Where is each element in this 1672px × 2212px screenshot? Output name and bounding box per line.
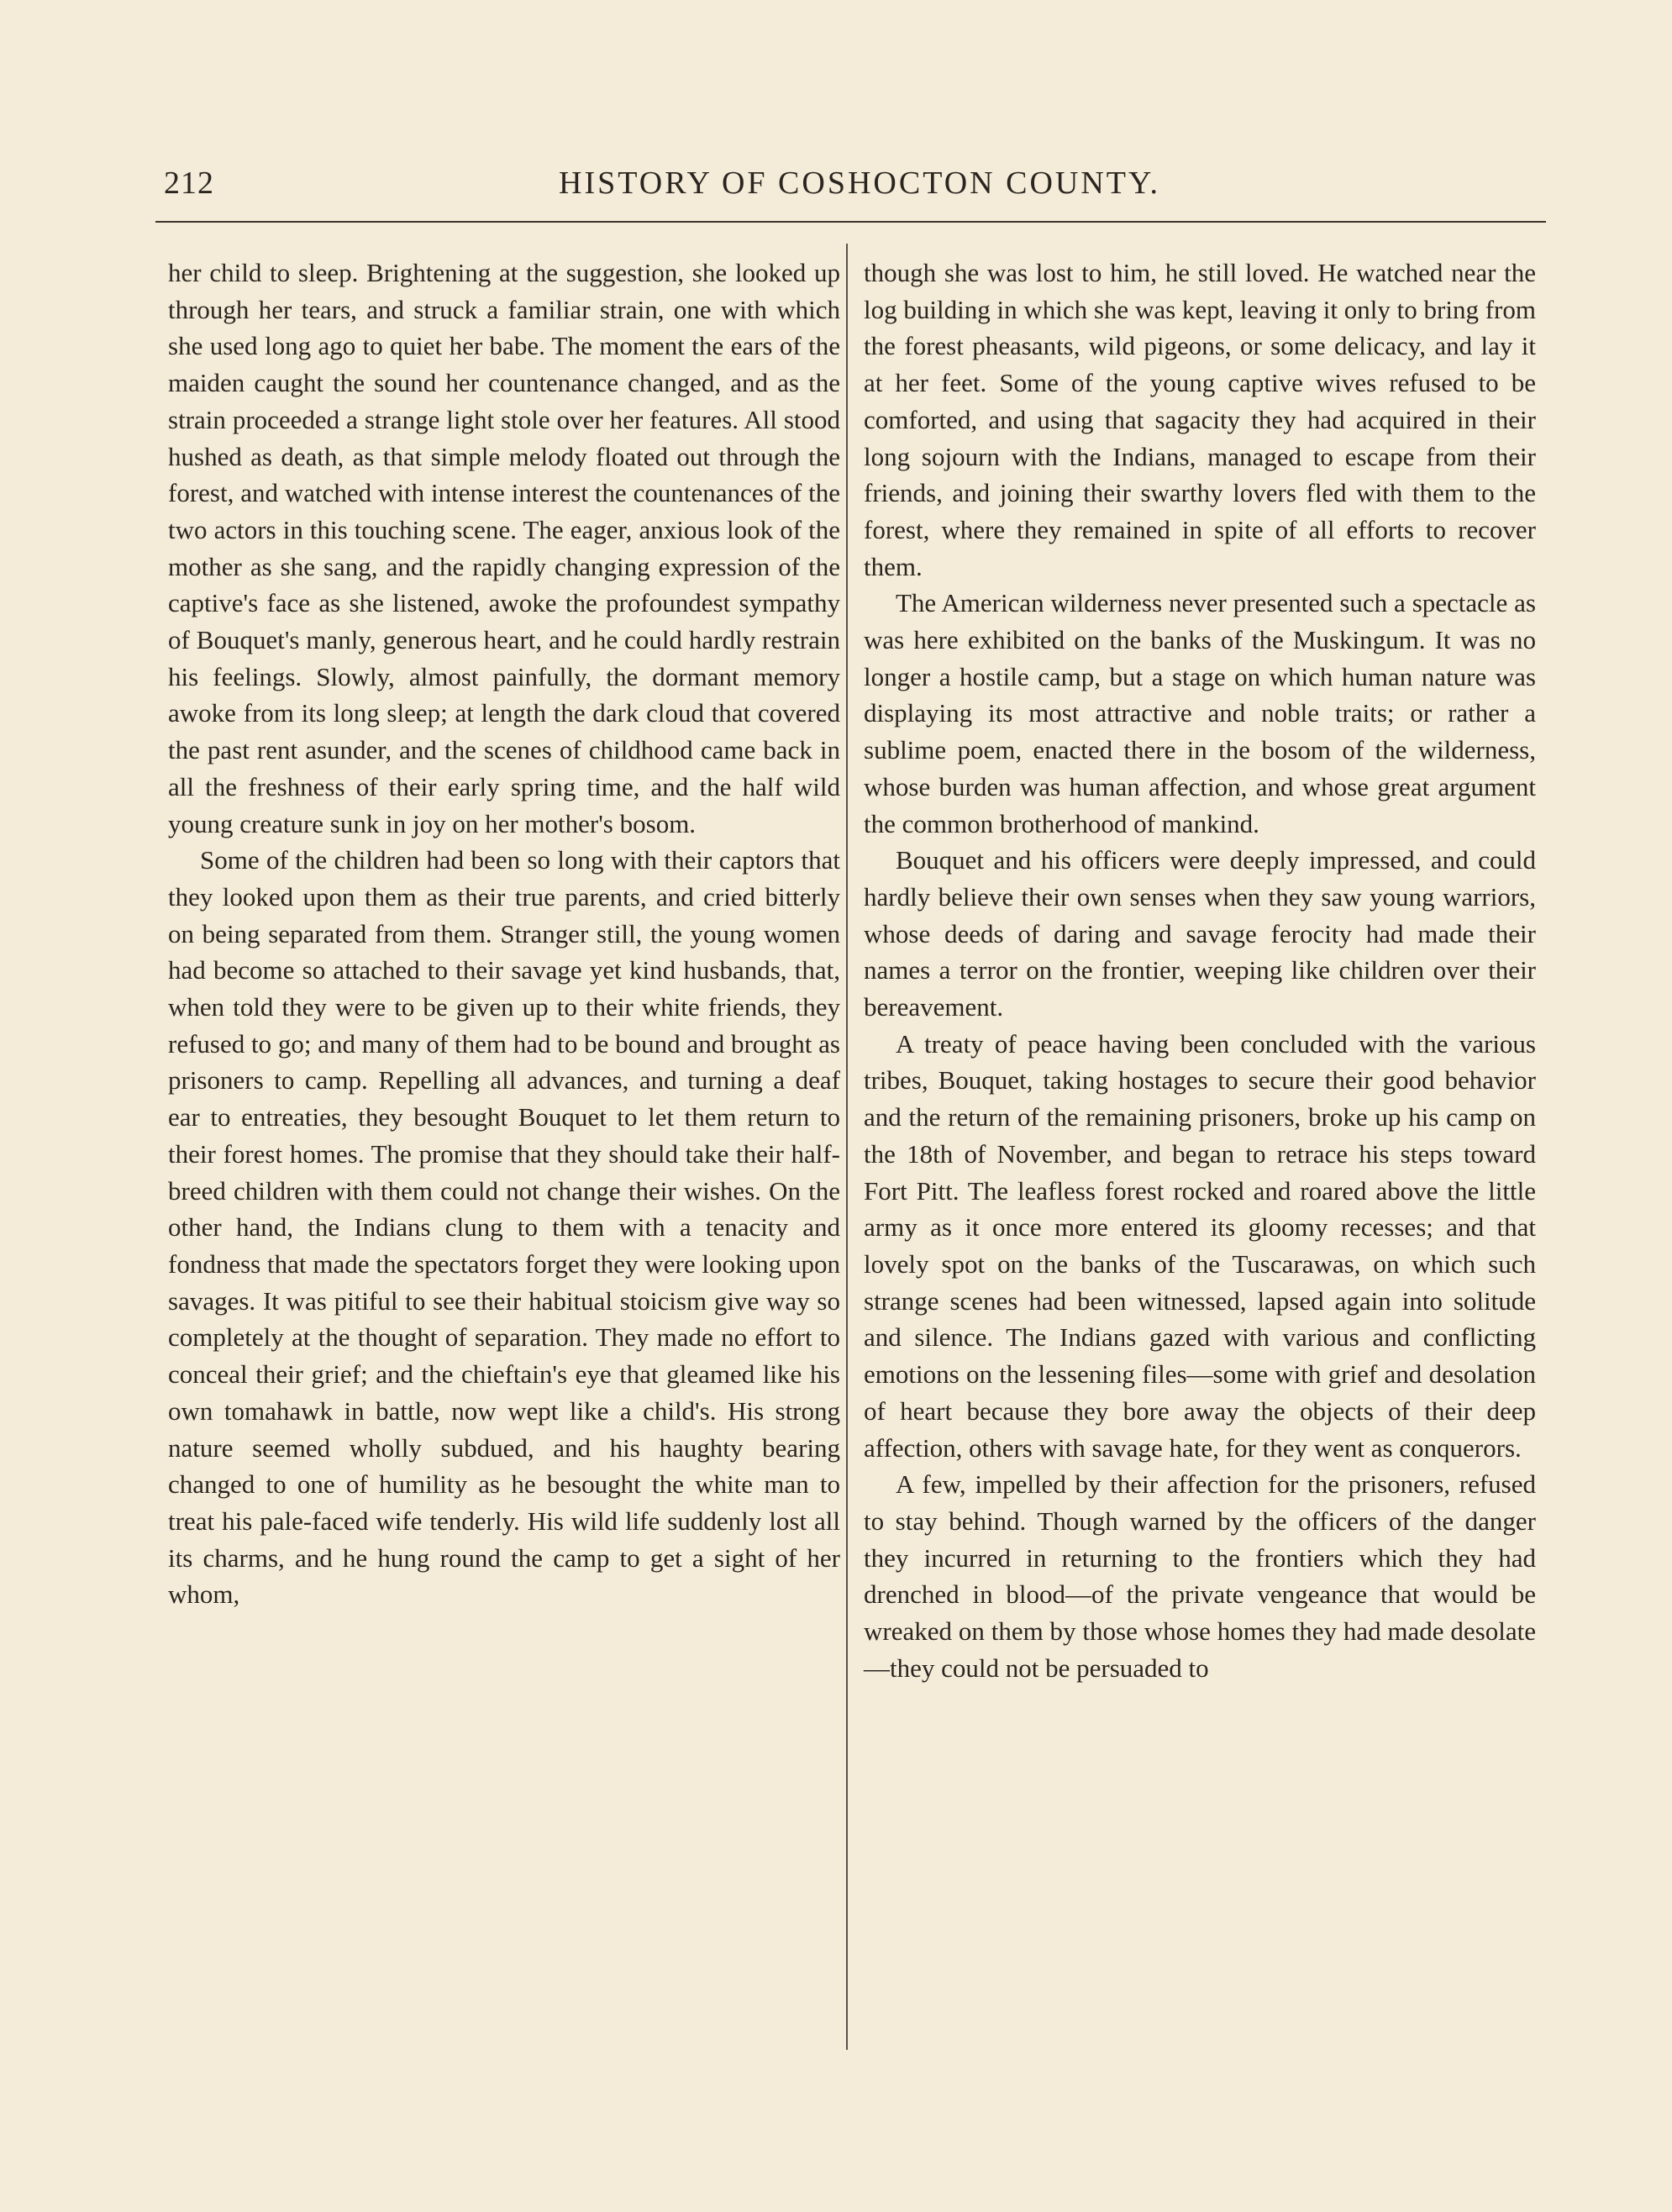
paragraph: her child to sleep. Brightening at the suggestion, she looked up through her tears, and struck a familiar strain, one with which she used long ago to quiet her babe. The moment the ears of the maiden caught the sound her countenance changed, and as the strain proceeded a strange light stole over her features. All stood hushed as death, as that simple melody floated out through the forest, and watched with intense interest the countenances of the two actors in this touching scene. The eager, anxious look of the mother as she sang, and the rapidly changing expression of the captive's face as she listened, awoke the profoundest sympathy of Bouquet's manly, generous heart, and he could hardly restrain his feelings. Slowly, almost painfully, the dormant memory awoke from its long sleep; at length the dark cloud that covered the past rent asunder, and the scenes of childhood came back in all the freshness of their early spring time, and the half wild young creature sunk in joy on her mother's bosom. xyxy=(168,258,840,838)
column-divider xyxy=(846,244,848,2050)
running-title: HISTORY OF COSHOCTON COUNTY. xyxy=(559,166,1161,201)
page-number: 212 xyxy=(164,166,214,201)
page-header xyxy=(164,165,1542,215)
paragraph: Some of the children had been so long with their captors that they looked upon them as their true parents, and cried bitterly on being separated from them. Stranger still, the young women had become so attached to their savage yet kind husbands, that, when told they were to be given up to their white friends, they refused to go; and many of them had to be bound and brought as prisoners to camp. Repelling all advances, and turning a deaf ear to entreaties, they besought Bouquet to let them return to their forest homes. The promise that they should take their half-breed children with them could not change their wishes. On the other hand, the Indians clung to them with a tenacity and fondness that made the spectators forget they were looking upon savages. It was pitiful to see their habitual stoicism give way so completely at the thought of separation. They made no effort to conceal their grief; and the chieftain's eye that gleamed like his own tomahawk in battle, now wept like a child's. His strong nature seemed wholly subdued, and his haughty bearing changed to one of humility as he besought the white man to treat his pale-faced wife tenderly. His wild life suddenly lost all its charms, and he hung round the camp to get a sight of her whom, xyxy=(168,845,840,1610)
right-column xyxy=(864,255,1536,1686)
header-rule xyxy=(155,221,1546,223)
paragraph: A treaty of peace having been concluded with the various tribes, Bouquet, taking hostages to secure their good behavior and the return of the remaining prisoners, broke up his camp on the 18th of November, and began to retrace his steps toward Fort Pitt. The leafless forest rocked and roared above the little army as it once more entered its gloomy recesses; and that lovely spot on the banks of the Tuscarawas, on which such strange scenes had been witnessed, lapsed again into solitude and silence. The Indians gazed with various and conflicting emotions on the lessening files—some with grief and desolation of heart because they bore away the objects of their deep affection, others with savage hate, for they went as conquerors. xyxy=(864,1028,1536,1463)
paragraph: though she was lost to him, he still loved. He watched near the log building in which she was kept, leaving it only to bring from the forest pheasants, wild pigeons, or some delicacy, and lay it at her feet. Some of the young captive wives refused to be comforted, and using that sagacity they had acquired in their long sojourn with the Indians, managed to escape from their friends, and joining their swarthy lovers fled with them to the forest, where they remained in spite of all efforts to recover them. xyxy=(864,258,1536,581)
paragraph: Bouquet and his officers were deeply impressed, and could hardly believe their own senses when they saw young warriors, whose deeds of daring and savage ferocity had made their names a terror on the frontier, weeping like children over their bereavement. xyxy=(864,845,1536,1022)
paragraph: A few, impelled by their affection for the prisoners, refused to stay behind. Though warned by the officers of the danger they incurred in returning to the frontiers which they had drenched in blood—of the private vengeance that would be wreaked on them by those whose homes they had made desolate—they could not be persuaded to xyxy=(864,1469,1536,1683)
paragraph: The American wilderness never presented such a spectacle as was here exhibited on the banks of the Muskingum. It was no longer a hostile camp, but a stage on which human nature was displaying its most attractive and noble traits; or rather a sublime poem, enacted there in the bosom of the wilderness, whose burden was human affection, and whose great argument the common brotherhood of mankind. xyxy=(864,588,1536,838)
left-column xyxy=(168,255,840,1613)
